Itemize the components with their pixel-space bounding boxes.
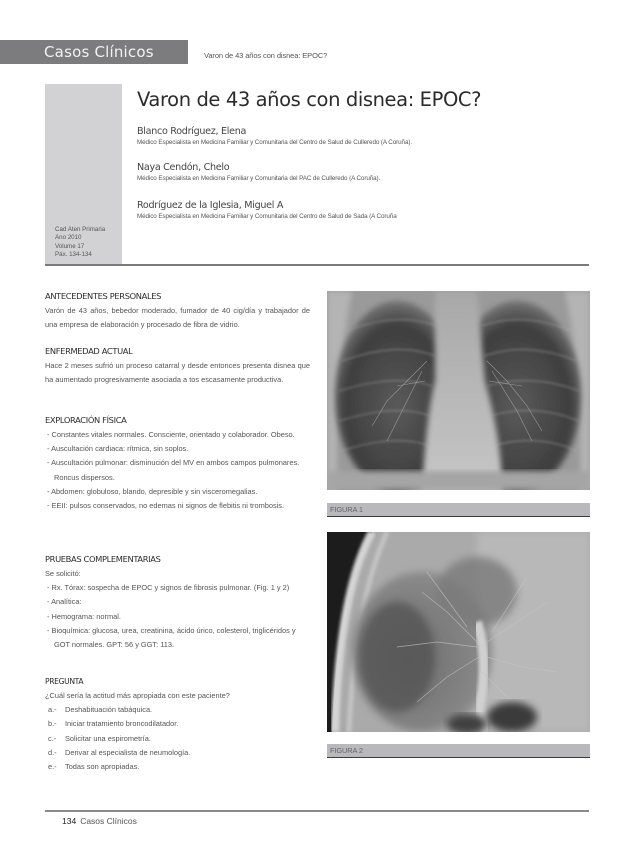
journal-pages: Páx. 134-134	[55, 251, 92, 259]
section-heading: PREGUNTA	[45, 677, 84, 686]
section-pruebas	[45, 554, 310, 652]
exam-list	[45, 428, 310, 513]
answer-option: c.- Solicitar una espirometría.	[48, 733, 151, 743]
chest-xray-illustration	[327, 291, 590, 490]
figure-gap	[327, 732, 590, 744]
section-heading: ANTECEDENTES PERSONALES	[45, 291, 162, 301]
author-name: Blanco Rodríguez, Elena	[137, 126, 247, 137]
list-item: - Rx. Tórax: sospecha de EPOC y signos de fibrosis pulmonar. (Fig. 1 y 2)	[45, 581, 310, 595]
author-block	[137, 162, 380, 182]
citation-meta	[55, 226, 105, 260]
author-name: Naya Cendón, Chelo	[137, 162, 230, 173]
section-label: Casos Clínicos	[0, 40, 188, 64]
journal-year: Ano 2010	[55, 234, 82, 242]
figure-2	[327, 532, 590, 758]
list-item: - Auscultación cardiaca: rítmica, sin soplos.	[45, 442, 310, 456]
answer-option: a.- Deshabituación tabáquica.	[48, 705, 153, 715]
footer-divider	[45, 810, 589, 812]
tests-list	[45, 581, 310, 652]
figure-caption: FIGURA 1	[327, 503, 590, 517]
footer-section: Casos Clínicos	[80, 816, 137, 826]
running-title: Varon de 43 años con disnea: EPOC?	[204, 51, 328, 60]
section-intro: Se solicitó:	[45, 569, 81, 578]
answer-option: e.- Todas son apropiadas.	[48, 762, 140, 772]
section-text: Varón de 43 años, bebedor moderado, fumador de 40 cig/día y trabajador de una empresa de elaboración y procesado de fibra de vidrio.	[45, 306, 310, 330]
journal-name: Cad Aten Primaria	[55, 226, 106, 233]
list-item: - Hemograma: normal.	[45, 610, 310, 624]
journal-volume: Volume 17	[55, 242, 85, 250]
author-block	[137, 126, 412, 146]
section-enfermedad	[45, 346, 310, 387]
list-item: - Abdomen: globuloso, blando, depresible y sin visceromegalias.	[45, 485, 310, 499]
list-item: - Analítica:	[45, 595, 310, 609]
list-item: - Constantes vitales normales. Consciente, orientado y colaborador. Obeso.	[45, 428, 310, 442]
chest-xray-detail-illustration	[327, 532, 590, 732]
header-divider	[45, 264, 589, 266]
list-item: - Auscultación pulmonar: disminución del MV en ambos campos pulmonares. Roncus dispersos.	[45, 456, 310, 484]
section-pregunta	[45, 677, 310, 774]
answer-option: b.- Iniciar tratamiento broncodilatador.	[48, 719, 179, 729]
author-name: Rodríguez de la Iglesia, Miguel A	[137, 200, 284, 211]
author-block	[137, 200, 397, 220]
author-affiliation: Médico Especialista en Medicina Familiar y Comunitaria del Centro de Salud de Culleredo (A Coruña).	[137, 139, 412, 146]
figure-1	[327, 291, 590, 517]
page-footer	[62, 816, 137, 826]
author-affiliation: Médico Especialista en Medicina Familiar y Comunitaria del PAC de Culleredo (A Coruña).	[137, 175, 381, 182]
section-text: Hace 2 meses sufrió un proceso catarral y desde entonces presenta disnea que ha aumentado progresivamente asociada a tos escasamente productiva.	[45, 361, 310, 385]
author-affiliation: Médico Especialista en Medicina Familiar y Comunitaria del Centro de Salud de Sada (A Coruña	[137, 213, 397, 220]
page-number: 134	[62, 816, 77, 826]
article-title: Varon de 43 años con disnea: EPOC?	[137, 88, 482, 111]
answer-option: d.- Derivar al especialista de neumología.	[48, 747, 191, 757]
figure-gap	[327, 490, 590, 503]
xray-image-pa	[327, 291, 590, 490]
list-item: - EEII: pulsos conservados, no edemas ni signos de flebitis ni trombosis.	[45, 499, 310, 513]
answer-options	[45, 703, 310, 774]
question-text: ¿Cuál sería la actitud más apropiada con este paciente?	[45, 691, 230, 700]
figure-caption: FIGURA 2	[327, 744, 590, 758]
list-item: - Bioquímica: glucosa, urea, creatinina, ácido úrico, colesterol, triglicéridos y GOT normales. GPT: 56 y GGT: 113.	[45, 624, 310, 652]
section-heading: PRUEBAS COMPLEMENTARIAS	[45, 554, 161, 564]
section-heading: ENFERMEDAD ACTUAL	[45, 346, 133, 356]
xray-image-detail	[327, 532, 590, 732]
section-antecedentes	[45, 291, 310, 332]
section-exploracion	[45, 415, 310, 513]
section-heading: EXPLORACIÓN FÍSICA	[45, 415, 127, 425]
